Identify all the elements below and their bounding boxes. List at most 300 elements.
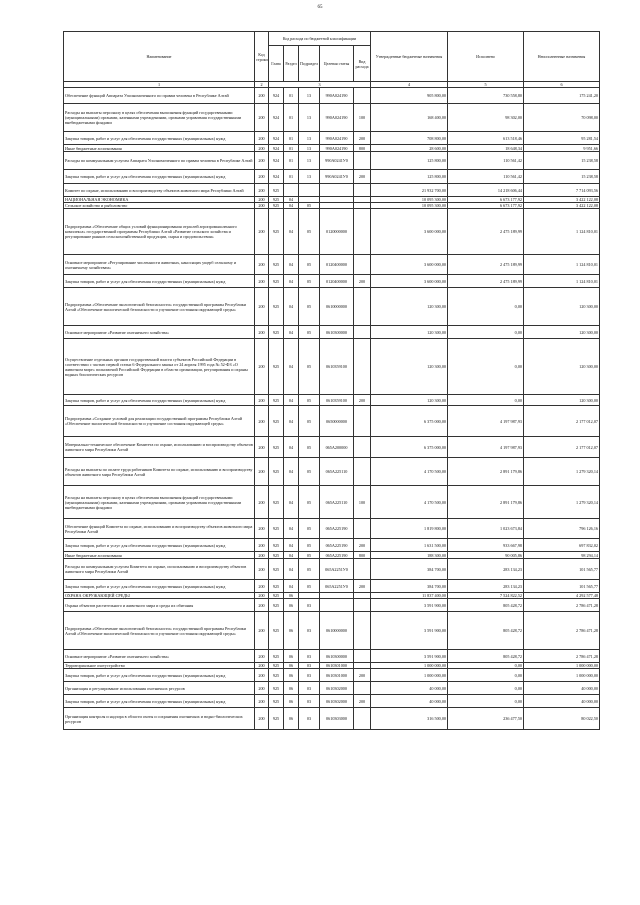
cell-name: Основное мероприятие «Регулирование численности животных, наносящих ущерб сельскому и охотничьему хозяйствам» [64, 255, 255, 275]
cell-name: Организация контроля и надзора в области охоты и сохранения охотничьих и водно-биологических ресурсов [64, 708, 255, 730]
cell-code: 200 [255, 395, 269, 406]
cell-vid: 200 [354, 695, 371, 708]
cell-glava: 925 [269, 612, 284, 650]
cell-approved: 3 600 000,00 [371, 275, 448, 288]
cell-approved: 384 700,00 [371, 559, 448, 580]
cell-razdel: 01 [284, 132, 299, 145]
cell-code: 200 [255, 104, 269, 132]
cell-razdel: 06 [284, 708, 299, 730]
cell-target: 0610302000 [320, 695, 354, 708]
cell-approved: 120 300,00 [371, 288, 448, 326]
cell-glava: 925 [269, 580, 284, 593]
cell-code: 200 [255, 580, 269, 593]
cell-name: Организация и регулирование использования охотничьих ресурсов [64, 682, 255, 695]
cell-code: 200 [255, 552, 269, 559]
cell-code: 200 [255, 650, 269, 663]
cell-approved: 4 170 500,00 [371, 458, 448, 486]
cell-unexecuted: 1 279 320,14 [524, 486, 600, 519]
cell-vid [354, 612, 371, 650]
column-number: 3 [269, 82, 371, 88]
header-classification: Код расхода по бюджетной классификации [269, 32, 371, 46]
cell-approved: 3 591 900,00 [371, 599, 448, 612]
cell-approved: 10 095 300,00 [371, 197, 448, 203]
table-body [64, 88, 600, 730]
cell-vid: 200 [354, 395, 371, 406]
cell-vid [354, 209, 371, 255]
cell-target: 990А0241У0 [320, 152, 354, 170]
cell-unexecuted: 2 177 012,07 [524, 406, 600, 437]
cell-target: 990А024190 [320, 145, 354, 152]
table-row [64, 104, 600, 132]
cell-vid: 200 [354, 170, 371, 184]
cell-target: 0610303000 [320, 708, 354, 730]
cell-unexecuted: 98 294,14 [524, 552, 600, 559]
cell-razdel: 04 [284, 539, 299, 552]
cell-approved: 11 837 400,00 [371, 593, 448, 599]
cell-vid: 100 [354, 486, 371, 519]
cell-unexecuted: 1 124 810,01 [524, 255, 600, 275]
cell-podrazdel: 03 [299, 695, 320, 708]
cell-approved: 6 375 000,00 [371, 437, 448, 458]
cell-executed: 1 023 673,84 [448, 519, 524, 539]
cell-code: 200 [255, 275, 269, 288]
cell-glava: 925 [269, 209, 284, 255]
cell-name: Расходы по коммунальным услугам Комитета по охране, использованию и воспроизводству объектов животного мира Республики Алтай [64, 559, 255, 580]
cell-approved: 40 000,00 [371, 682, 448, 695]
cell-executed: 730 558,80 [448, 88, 524, 104]
cell-approved: 1 000 000,00 [371, 663, 448, 669]
cell-approved: 3 591 900,00 [371, 612, 448, 650]
cell-razdel: 06 [284, 682, 299, 695]
cell-target: 990А024190 [320, 88, 354, 104]
cell-glava: 925 [269, 682, 284, 695]
cell-razdel: 04 [284, 406, 299, 437]
cell-target: 0610000000 [320, 612, 354, 650]
cell-unexecuted: 120 300,00 [524, 288, 600, 326]
table-row [64, 486, 600, 519]
cell-razdel: 04 [284, 326, 299, 339]
cell-executed: 4 197 987,93 [448, 406, 524, 437]
cell-code: 200 [255, 486, 269, 519]
cell-glava: 925 [269, 599, 284, 612]
cell-unexecuted: 40 000,00 [524, 682, 600, 695]
cell-glava: 925 [269, 326, 284, 339]
table-row [64, 209, 600, 255]
table-row [64, 539, 600, 552]
cell-vid [354, 288, 371, 326]
cell-approved: 21 932 700,00 [371, 184, 448, 197]
column-number: 4 [371, 82, 448, 88]
cell-unexecuted: 15 238,58 [524, 152, 600, 170]
cell-target: 0610359100 [320, 339, 354, 395]
cell-name: Иные бюджетные ассигнования [64, 552, 255, 559]
cell-target: 0650000000 [320, 406, 354, 437]
cell-unexecuted: 796 126,16 [524, 519, 600, 539]
table-row [64, 708, 600, 730]
cell-executed: 2 475 189,99 [448, 209, 524, 255]
cell-podrazdel: 03 [299, 663, 320, 669]
table-row [64, 437, 600, 458]
cell-executed: 0,00 [448, 695, 524, 708]
cell-executed: 0,00 [448, 288, 524, 326]
cell-approved: 120 300,00 [371, 339, 448, 395]
table-row [64, 145, 600, 152]
cell-glava: 925 [269, 663, 284, 669]
table-row [64, 559, 600, 580]
cell-executed: 0,00 [448, 326, 524, 339]
cell-podrazdel: 05 [299, 437, 320, 458]
cell-executed: 110 561,42 [448, 170, 524, 184]
cell-target: 0610300000 [320, 650, 354, 663]
cell-unexecuted: 3 422 122,08 [524, 197, 600, 203]
cell-podrazdel: 05 [299, 275, 320, 288]
cell-executed: 2 475 189,99 [448, 255, 524, 275]
cell-code: 200 [255, 255, 269, 275]
cell-unexecuted: 3 422 122,08 [524, 203, 600, 209]
cell-approved: 1 631 500,00 [371, 539, 448, 552]
table-row [64, 255, 600, 275]
cell-name: Материально-техническое обеспечение Комитета по охране, использованию и воспроизводству объектов животного мира Республики Алтай [64, 437, 255, 458]
cell-name: Закупка товаров, работ и услуг для обеспечения государственных (муниципальных) нужд [64, 669, 255, 682]
table-row [64, 650, 600, 663]
cell-approved: 1 000 000,00 [371, 669, 448, 682]
cell-vid [354, 255, 371, 275]
cell-unexecuted: 1 279 320,14 [524, 458, 600, 486]
cell-name: НАЦИОНАЛЬНАЯ ЭКОНОМИКА [64, 197, 255, 203]
cell-podrazdel: 05 [299, 458, 320, 486]
header-unexecuted: Неисполненные назначения [524, 32, 600, 82]
cell-approved: 3 600 000,00 [371, 255, 448, 275]
cell-razdel: 01 [284, 145, 299, 152]
cell-code: 200 [255, 88, 269, 104]
cell-glava: 925 [269, 539, 284, 552]
cell-glava: 925 [269, 593, 284, 599]
cell-razdel: 06 [284, 593, 299, 599]
cell-podrazdel: 03 [299, 599, 320, 612]
cell-approved: 6 375 000,00 [371, 406, 448, 437]
cell-razdel: 06 [284, 663, 299, 669]
cell-podrazdel: 05 [299, 326, 320, 339]
cell-glava: 925 [269, 275, 284, 288]
cell-code: 200 [255, 708, 269, 730]
cell-unexecuted: 101 565,77 [524, 559, 600, 580]
cell-name: Подпрограмма «Обеспечение экологической безопасности» государственной программы Республики Алтай «Обеспечение экологической безопасности и улучшение состояния окружающей среды» [64, 612, 255, 650]
cell-razdel: 04 [284, 209, 299, 255]
cell-podrazdel: 05 [299, 552, 320, 559]
cell-razdel: 04 [284, 203, 299, 209]
table-row [64, 669, 600, 682]
cell-executed: 6 673 177,92 [448, 203, 524, 209]
cell-executed: 18 648,34 [448, 145, 524, 152]
cell-executed: 4 197 987,93 [448, 437, 524, 458]
cell-podrazdel: 03 [299, 708, 320, 730]
table-row [64, 184, 600, 197]
cell-glava: 925 [269, 339, 284, 395]
cell-code: 200 [255, 406, 269, 437]
cell-executed: 805 428,72 [448, 599, 524, 612]
cell-executed: 933 667,98 [448, 539, 524, 552]
cell-name: Обеспечение функций Аппарата Уполномоченного по правам человека в Республике Алтай [64, 88, 255, 104]
cell-name: Закупка товаров, работ и услуг для обеспечения государственных (муниципальных) нужд [64, 132, 255, 145]
cell-razdel: 04 [284, 288, 299, 326]
cell-glava: 925 [269, 395, 284, 406]
cell-vid: 800 [354, 552, 371, 559]
column-number: 5 [448, 82, 524, 88]
cell-name: Закупка товаров, работ и услуг для обеспечения государственных (муниципальных) нужд [64, 170, 255, 184]
cell-razdel: 06 [284, 612, 299, 650]
cell-approved: 3 600 000,00 [371, 209, 448, 255]
cell-approved: 10 095 300,00 [371, 203, 448, 209]
cell-name: Расходы на выплаты по оплате труда работников Комитета по охране, использованию и воспроизводству объектов животного мира Республики Алтай [64, 458, 255, 486]
cell-name: Комитет по охране, использованию и воспроизводству объектов животного мира Республики Алтай [64, 184, 255, 197]
column-number: 1 [64, 82, 255, 88]
cell-unexecuted: 80 022,50 [524, 708, 600, 730]
cell-approved: 1 819 800,00 [371, 519, 448, 539]
cell-code: 200 [255, 152, 269, 170]
cell-podrazdel: 13 [299, 170, 320, 184]
cell-glava: 925 [269, 708, 284, 730]
cell-approved: 708 800,00 [371, 132, 448, 145]
cell-approved: 28 600,00 [371, 145, 448, 152]
cell-glava: 925 [269, 552, 284, 559]
cell-approved: 384 700,00 [371, 580, 448, 593]
cell-target: 0610300000 [320, 326, 354, 339]
cell-razdel: 06 [284, 650, 299, 663]
cell-approved: 125 800,00 [371, 170, 448, 184]
cell-vid [354, 406, 371, 437]
cell-podrazdel: 05 [299, 395, 320, 406]
cell-executed: 0,00 [448, 663, 524, 669]
cell-vid [354, 708, 371, 730]
table-row [64, 406, 600, 437]
cell-razdel: 04 [284, 552, 299, 559]
header-executed: Исполнено [448, 32, 524, 82]
cell-unexecuted: 120 300,00 [524, 339, 600, 395]
cell-code: 200 [255, 559, 269, 580]
cell-executed: 613 518,46 [448, 132, 524, 145]
cell-glava: 925 [269, 486, 284, 519]
cell-target: 065А225190 [320, 539, 354, 552]
cell-approved: 4 170 500,00 [371, 486, 448, 519]
cell-name: Закупка товаров, работ и услуг для обеспечения государственных (муниципальных) нужд [64, 275, 255, 288]
header-code: Код строки [255, 32, 269, 82]
cell-name: Основное мероприятие «Развитие охотничьего хозяйства» [64, 326, 255, 339]
cell-approved: 120 300,00 [371, 326, 448, 339]
cell-approved: 3 591 900,00 [371, 650, 448, 663]
table-row [64, 275, 600, 288]
cell-name: Основное мероприятие «Развитие охотничьего хозяйства» [64, 650, 255, 663]
cell-razdel: 06 [284, 599, 299, 612]
cell-code: 200 [255, 170, 269, 184]
cell-name: Закупка товаров, работ и услуг для обеспечения государственных (муниципальных) нужд [64, 395, 255, 406]
cell-razdel: 04 [284, 197, 299, 203]
cell-unexecuted: 1 000 000,00 [524, 663, 600, 669]
cell-unexecuted: 175 241,20 [524, 88, 600, 104]
column-number: 6 [524, 82, 600, 88]
cell-executed: 7 524 822,52 [448, 593, 524, 599]
header-name: Наименование [64, 32, 255, 82]
cell-target: 065А225110 [320, 486, 354, 519]
cell-razdel: 04 [284, 255, 299, 275]
cell-code: 200 [255, 663, 269, 669]
table-row [64, 326, 600, 339]
cell-razdel: 04 [284, 486, 299, 519]
cell-name: Закупка товаров, работ и услуг для обеспечения государственных (муниципальных) нужд [64, 695, 255, 708]
cell-podrazdel: 13 [299, 132, 320, 145]
cell-vid [354, 437, 371, 458]
cell-glava: 924 [269, 88, 284, 104]
page-number: 65 [317, 5, 323, 10]
cell-unexecuted: 2 786 471,28 [524, 599, 600, 612]
cell-podrazdel: 05 [299, 339, 320, 395]
cell-unexecuted: 1 000 000,00 [524, 669, 600, 682]
cell-podrazdel: 05 [299, 539, 320, 552]
cell-vid [354, 650, 371, 663]
cell-razdel: 01 [284, 104, 299, 132]
header-razdel: Раздел [284, 46, 299, 82]
cell-code: 200 [255, 184, 269, 197]
cell-approved: 316 500,00 [371, 708, 448, 730]
cell-podrazdel: 05 [299, 255, 320, 275]
table-row [64, 88, 600, 104]
cell-target [320, 184, 354, 197]
cell-vid: 200 [354, 539, 371, 552]
cell-executed: 98 302,00 [448, 104, 524, 132]
table-row [64, 458, 600, 486]
cell-vid [354, 152, 371, 170]
cell-name: Сельское хозяйство и рыболовство [64, 203, 255, 209]
header-glava: Глава [269, 46, 284, 82]
cell-podrazdel: 13 [299, 88, 320, 104]
cell-unexecuted: 101 565,77 [524, 580, 600, 593]
cell-code: 200 [255, 539, 269, 552]
cell-name: Осуществление отдельных органов государственной власти субъектов Российской Федерации в соответствии с частью первой статьи 6 Федерального закона от 24 апреля 1995 года № 52-ФЗ «О животном мире» полномочий Российской Федерации в области организации, регулирования и охраны водных биологических ресурсов [64, 339, 255, 395]
cell-podrazdel: 05 [299, 559, 320, 580]
cell-vid [354, 682, 371, 695]
cell-code: 200 [255, 203, 269, 209]
cell-razdel [284, 184, 299, 197]
table-row [64, 599, 600, 612]
cell-target: 0120400000 [320, 255, 354, 275]
table-row [64, 395, 600, 406]
header-vid: Вид расхода [354, 46, 371, 82]
cell-vid [354, 519, 371, 539]
cell-target: 065А2251У0 [320, 559, 354, 580]
cell-vid: 800 [354, 145, 371, 152]
budget-execution-table [63, 31, 600, 730]
cell-podrazdel: 13 [299, 152, 320, 170]
cell-unexecuted: 7 714 093,56 [524, 184, 600, 197]
cell-razdel: 04 [284, 458, 299, 486]
cell-target: 990А0241У0 [320, 170, 354, 184]
cell-target [320, 599, 354, 612]
cell-glava: 925 [269, 203, 284, 209]
table-row [64, 552, 600, 559]
cell-razdel: 06 [284, 669, 299, 682]
cell-podrazdel: 13 [299, 104, 320, 132]
cell-target: 0610359100 [320, 395, 354, 406]
cell-unexecuted: 2 786 471,28 [524, 612, 600, 650]
cell-vid [354, 88, 371, 104]
cell-code: 200 [255, 197, 269, 203]
cell-executed: 283 134,23 [448, 559, 524, 580]
table-row [64, 288, 600, 326]
cell-code: 200 [255, 593, 269, 599]
cell-vid [354, 339, 371, 395]
cell-vid: 200 [354, 275, 371, 288]
cell-approved: 125 800,00 [371, 152, 448, 170]
cell-code: 200 [255, 599, 269, 612]
cell-razdel: 04 [284, 580, 299, 593]
cell-name: Подпрограмма «Создание условий для реализации государственной программы Республики Алтай «Обеспечение экологической безопасности и улучшение состояния окружающей среды» [64, 406, 255, 437]
table-row [64, 580, 600, 593]
cell-executed: 805 428,72 [448, 650, 524, 663]
cell-unexecuted: 2 177 012,07 [524, 437, 600, 458]
cell-podrazdel: 05 [299, 288, 320, 326]
cell-name: Подпрограмма «Обеспечение экологической безопасности» государственной программы Республики Алтай «Обеспечение экологической безопасности и улучшение состояния окружающей среды» [64, 288, 255, 326]
cell-podrazdel: 05 [299, 406, 320, 437]
cell-target: 0610000000 [320, 288, 354, 326]
table-row [64, 695, 600, 708]
cell-vid: 100 [354, 104, 371, 132]
cell-code: 200 [255, 519, 269, 539]
cell-unexecuted: 120 300,00 [524, 395, 600, 406]
cell-podrazdel: 05 [299, 580, 320, 593]
cell-executed: 6 673 177,92 [448, 197, 524, 203]
cell-name: Закупка товаров, работ и услуг для обеспечения государственных (муниципальных) нужд [64, 539, 255, 552]
table-header [64, 32, 600, 88]
cell-vid: 200 [354, 580, 371, 593]
cell-target: 065А225190 [320, 552, 354, 559]
cell-approved: 905 800,00 [371, 88, 448, 104]
cell-podrazdel: 03 [299, 669, 320, 682]
cell-executed: 236 477,50 [448, 708, 524, 730]
table-row [64, 132, 600, 145]
table-row [64, 519, 600, 539]
cell-unexecuted: 70 098,00 [524, 104, 600, 132]
cell-target: 990А024190 [320, 104, 354, 132]
cell-executed: 2 475 189,99 [448, 275, 524, 288]
cell-podrazdel: 03 [299, 650, 320, 663]
cell-vid [354, 559, 371, 580]
cell-name: Охрана объектов растительного и животного мира и среды их обитания [64, 599, 255, 612]
cell-code: 200 [255, 695, 269, 708]
cell-target: 0120400000 [320, 275, 354, 288]
cell-podrazdel: 05 [299, 519, 320, 539]
cell-unexecuted: 95 281,54 [524, 132, 600, 145]
cell-podrazdel: 03 [299, 612, 320, 650]
cell-name: Обеспечение функций Комитета по охране, использованию и воспроизводству объектов животного мира Республики Алтай [64, 519, 255, 539]
cell-glava: 924 [269, 170, 284, 184]
cell-vid [354, 326, 371, 339]
cell-razdel: 01 [284, 170, 299, 184]
cell-glava: 924 [269, 152, 284, 170]
cell-code: 200 [255, 437, 269, 458]
cell-target: 0610301000 [320, 663, 354, 669]
cell-razdel: 04 [284, 395, 299, 406]
cell-target: 990А024190 [320, 132, 354, 145]
cell-unexecuted: 1 124 810,01 [524, 275, 600, 288]
cell-razdel: 04 [284, 519, 299, 539]
cell-podrazdel: 05 [299, 203, 320, 209]
table-row [64, 170, 600, 184]
cell-glava: 925 [269, 406, 284, 437]
cell-name: Закупка товаров, работ и услуг для обеспечения государственных (муниципальных) нужд [64, 580, 255, 593]
cell-name: Расходы на выплаты персоналу в целях обеспечения выполнения функций государственными (муниципальными) органами, казенными учреждениями, органами управления государственными внебюджетными фондами [64, 104, 255, 132]
cell-glava: 925 [269, 695, 284, 708]
cell-vid [354, 458, 371, 486]
cell-target: 065А225110 [320, 458, 354, 486]
